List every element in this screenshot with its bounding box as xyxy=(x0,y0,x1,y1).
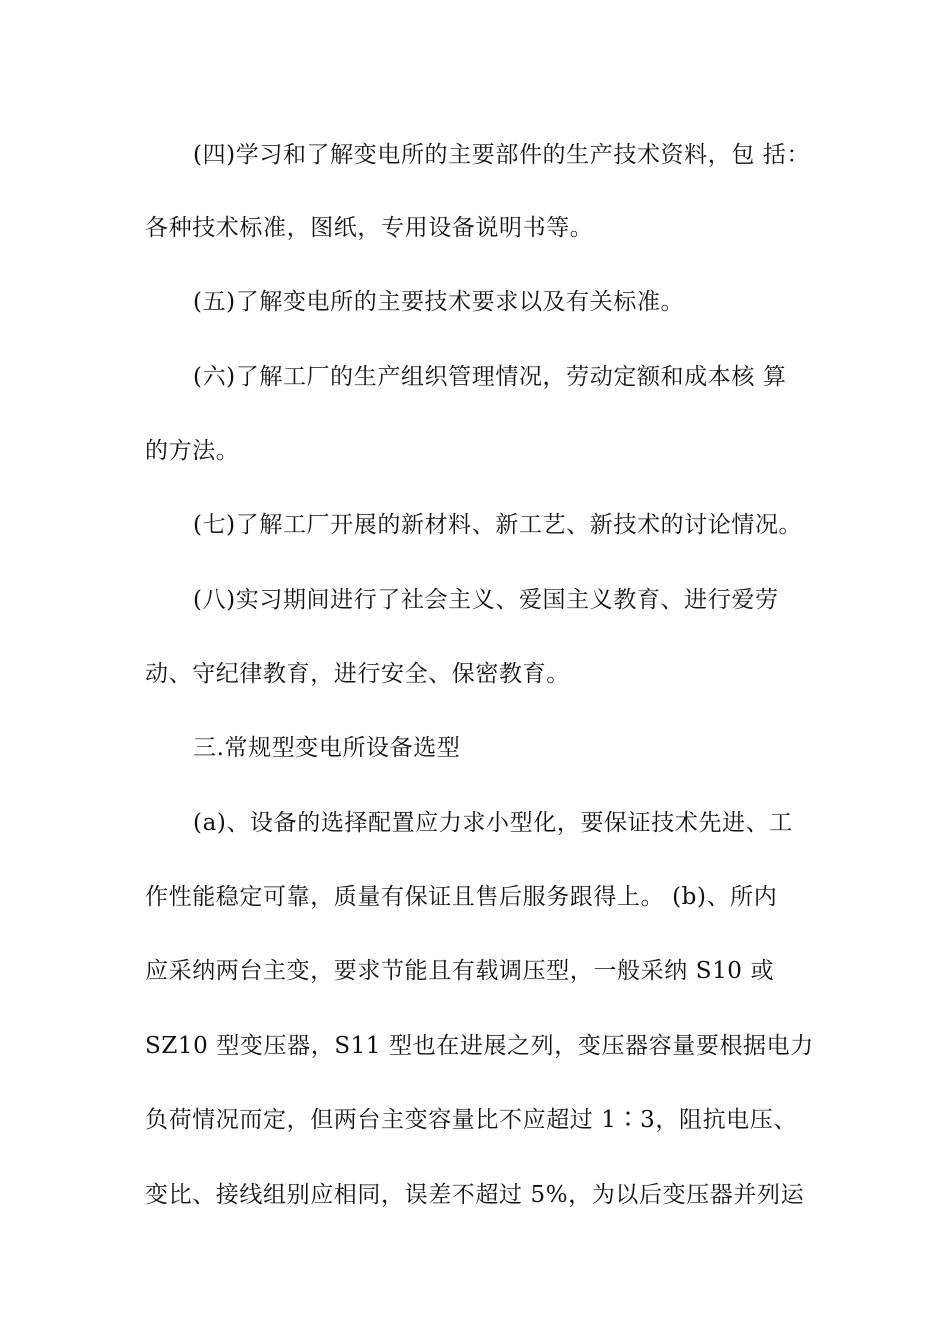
paragraph-line-13: 负荷情况而定，但两台主变容量比不应超过 1∶3，阻抗电压、 xyxy=(145,1107,797,1133)
section-heading: 三.常规型变电所设备选型 xyxy=(193,735,461,761)
paragraph-line-10: 作性能稳定可靠，质量有保证且售后服务跟得上。 (b)、所内 xyxy=(145,884,778,910)
paragraph-line-11: 应采纳两台主变，要求节能且有载调压型，一般采纳 S10 或 xyxy=(145,958,775,984)
paragraph-line-2: 各种技术标准，图纸，专用设备说明书等。 xyxy=(145,215,594,241)
paragraph-line-5: 的方法。 xyxy=(145,438,240,464)
paragraph-line-3: (五)了解变电所的主要技术要求以及有关标准。 xyxy=(193,289,685,315)
paragraph-line-6: (七)了解工厂开展的新材料、新工艺、新技术的讨论情况。 xyxy=(193,512,803,538)
paragraph-line-12: SZ10 型变压器，S11 型也在进展之列，变压器容量要根据电力 xyxy=(145,1033,814,1059)
paragraph-line-4: (六)了解工厂的生产组织管理情况，劳动定额和成本核 算 xyxy=(193,364,787,390)
paragraph-line-8: 动、守纪律教育，进行安全、保密教育。 xyxy=(145,661,570,687)
paragraph-line-1: (四)学习和了解变电所的主要部件的生产技术资料，包 括： xyxy=(193,142,811,168)
paragraph-line-7: (八)实习期间进行了社会主义、爱国主义教育、进行爱劳 xyxy=(193,587,779,613)
paragraph-line-9: (a)、设备的选择配置应力求小型化，要保证技术先进、工 xyxy=(193,810,793,836)
paragraph-line-14: 变比、接线组别应相同，误差不超过 5%，为以后变压器并列运 xyxy=(145,1182,805,1208)
